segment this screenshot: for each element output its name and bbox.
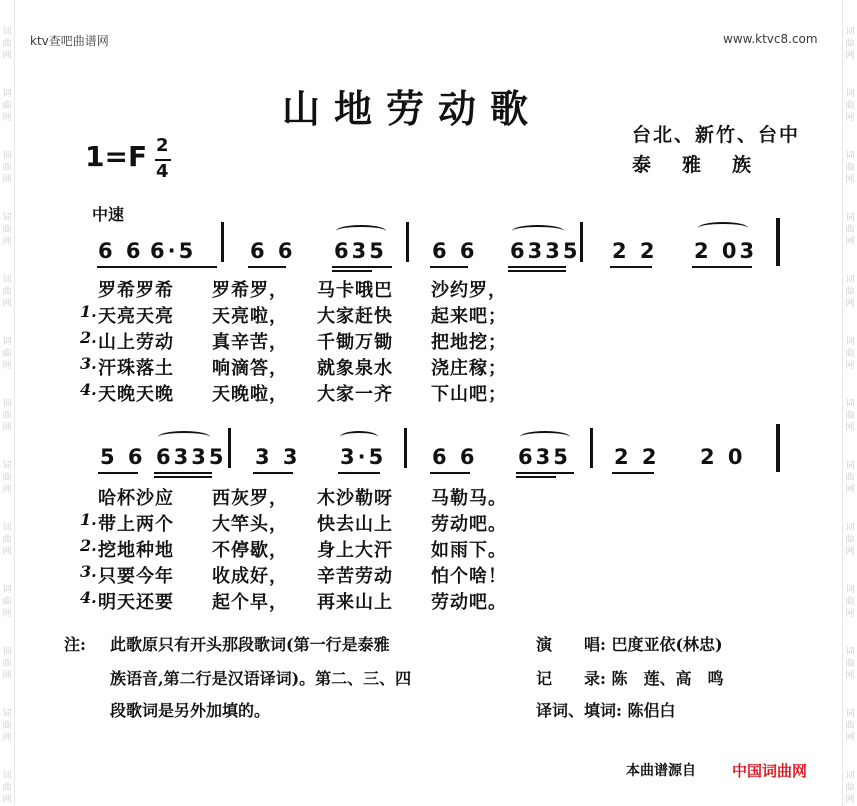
- watermark-char: 网: [2, 671, 12, 681]
- song-region: 台北、新竹、台中: [632, 124, 801, 146]
- note-group: 2 2: [614, 445, 660, 469]
- note-group: 6335: [510, 239, 581, 263]
- time-signature-top: 2: [156, 135, 169, 156]
- note-line: 族语音,第二行是汉语译词)。第二、三、四: [110, 669, 412, 688]
- eighth-underline: [430, 472, 470, 474]
- site-name-left: ktv查吧曲谱网: [30, 34, 109, 48]
- watermark-char: 曲: [2, 473, 12, 483]
- song-title: 山地劳动歌: [282, 86, 543, 131]
- watermark-char: 网: [845, 671, 855, 681]
- verse-number: 1.: [80, 302, 97, 321]
- lyric-line: 山上劳动 真辛苦， 千锄万锄 把地挖；: [98, 332, 507, 353]
- song-people: 泰 雅 族: [632, 154, 758, 176]
- watermark-char: 词: [2, 275, 12, 285]
- watermark-char: 曲: [2, 411, 12, 421]
- watermark-char: 网: [845, 547, 855, 557]
- watermark-char: 曲: [845, 659, 855, 669]
- bar-line: [406, 222, 409, 262]
- note-group: 6 6: [432, 239, 478, 263]
- sixteenth-underline: [332, 270, 372, 272]
- watermark-char: 网: [845, 237, 855, 247]
- watermark-char: 网: [845, 795, 855, 805]
- note-line: 此歌原只有开头那段歌词(第一行是泰雅: [110, 635, 390, 654]
- watermark-char: 网: [2, 547, 12, 557]
- watermark-char: 曲: [845, 349, 855, 359]
- bar-line: [404, 428, 407, 468]
- time-signature-bottom: 4: [156, 161, 169, 182]
- note-group: 635: [518, 445, 571, 469]
- watermark-char: 词: [2, 461, 12, 471]
- watermark-char: 网: [2, 423, 12, 433]
- watermark-char: 网: [2, 609, 12, 619]
- watermark-char: 网: [2, 113, 12, 123]
- bar-line: [221, 222, 224, 262]
- watermark-char: 网: [845, 423, 855, 433]
- watermark-char: 曲: [845, 721, 855, 731]
- note-group: 5 6: [100, 445, 146, 469]
- slur-arc: [340, 431, 378, 443]
- watermark-char: 曲: [2, 783, 12, 793]
- watermark-char: 曲: [845, 597, 855, 607]
- watermark-char: 词: [2, 89, 12, 99]
- watermark-char: 曲: [2, 163, 12, 173]
- eighth-underline: [430, 266, 468, 268]
- watermark-char: 词: [845, 399, 855, 409]
- watermark-char: 曲: [845, 473, 855, 483]
- watermark-char: 网: [845, 733, 855, 743]
- watermark-char: 词: [845, 647, 855, 657]
- watermark-char: 网: [845, 609, 855, 619]
- eighth-underline: [97, 266, 217, 268]
- slur-arc: [512, 225, 564, 237]
- slur-arc: [520, 431, 570, 443]
- watermark-char: 词: [2, 337, 12, 347]
- watermark-char: 曲: [845, 39, 855, 49]
- watermark-char: 词: [2, 585, 12, 595]
- lyric-line: 天亮天亮 天亮啦， 大家赶快 起来吧；: [98, 306, 507, 327]
- eighth-underline: [98, 472, 138, 474]
- note-group: 3 3: [255, 445, 301, 469]
- lyric-line: 只要今年 收成好， 辛苦劳动 怕个啥！: [98, 566, 507, 587]
- watermark-char: 词: [2, 647, 12, 657]
- lyric-line: 哈杯沙应 西灰罗， 木沙勒呀 马勒马。: [98, 488, 507, 509]
- site-url-right: www.ktvc8.com: [723, 32, 818, 46]
- watermark-char: 网: [845, 299, 855, 309]
- watermark-char: 词: [845, 27, 855, 37]
- watermark-char: 曲: [2, 535, 12, 545]
- sixteenth-underline: [154, 476, 212, 478]
- lyric-line: 罗希罗希 罗希罗， 马卡哦巴 沙约罗，: [98, 280, 507, 301]
- watermark-char: 网: [2, 733, 12, 743]
- watermark-char: 曲: [845, 287, 855, 297]
- eighth-underline: [516, 472, 574, 474]
- verse-number: 2.: [80, 328, 97, 347]
- watermark-char: 网: [845, 51, 855, 61]
- watermark-char: 网: [845, 113, 855, 123]
- note-group: 2 2: [612, 239, 658, 263]
- note-group: 2 03: [694, 239, 758, 263]
- eighth-underline: [332, 266, 392, 268]
- watermark-char: 曲: [2, 597, 12, 607]
- eighth-underline: [610, 266, 652, 268]
- watermark-char: 曲: [845, 101, 855, 111]
- watermark-char: 词: [845, 89, 855, 99]
- watermark-char: 词: [2, 27, 12, 37]
- watermark-char: 词: [845, 709, 855, 719]
- watermark-char: 曲: [845, 411, 855, 421]
- watermark-char: 网: [2, 51, 12, 61]
- note-group: 3·5: [340, 445, 387, 469]
- slur-arc: [158, 431, 210, 443]
- source-site-link[interactable]: 中国词曲网: [732, 762, 808, 780]
- credit-recorder: 记 录: 陈 莲、高 鸣: [536, 669, 724, 688]
- bar-line: [590, 428, 593, 468]
- watermark-char: 网: [845, 361, 855, 371]
- watermark-char: 词: [845, 585, 855, 595]
- watermark-strip-right: [842, 0, 857, 806]
- key-signature: 1=F: [85, 140, 148, 173]
- eighth-underline: [612, 472, 654, 474]
- watermark-char: 网: [2, 361, 12, 371]
- watermark-char: 曲: [2, 39, 12, 49]
- slur-arc: [336, 225, 386, 237]
- source-prefix: 本曲谱源自: [626, 763, 696, 779]
- credit-translator: 译词、填词: 陈侣白: [536, 701, 676, 720]
- eighth-underline: [338, 472, 380, 474]
- eighth-underline: [154, 472, 212, 474]
- sixteenth-underline: [516, 476, 556, 478]
- note-label: 注:: [64, 635, 86, 654]
- bar-line: [228, 428, 231, 468]
- bar-line-end: [776, 218, 780, 266]
- lyric-line: 挖地种地 不停歇， 身上大汗 如雨下。: [98, 540, 507, 561]
- watermark-char: 曲: [2, 101, 12, 111]
- watermark-char: 词: [845, 275, 855, 285]
- watermark-char: 词: [2, 399, 12, 409]
- watermark-char: 曲: [2, 225, 12, 235]
- watermark-char: 词: [845, 151, 855, 161]
- watermark-char: 网: [2, 237, 12, 247]
- watermark-char: 曲: [2, 349, 12, 359]
- watermark-char: 网: [845, 175, 855, 185]
- eighth-underline: [253, 472, 293, 474]
- eighth-underline: [692, 266, 752, 268]
- note-group: 6 6: [432, 445, 478, 469]
- verse-number: 4.: [80, 380, 97, 399]
- watermark-char: 曲: [2, 287, 12, 297]
- verse-number: 1.: [80, 510, 97, 529]
- watermark-char: 曲: [845, 163, 855, 173]
- note-group: 6335: [156, 445, 227, 469]
- note-group: 6 6: [98, 239, 144, 263]
- note-line: 段歌词是另外加填的。: [110, 701, 271, 720]
- note-group: 635: [334, 239, 387, 263]
- watermark-char: 网: [2, 175, 12, 185]
- bar-line-end: [776, 424, 780, 472]
- lyric-line: 汗珠落土 响滴答， 就象泉水 浇庄稼；: [98, 358, 507, 379]
- slur-arc: [698, 222, 748, 234]
- watermark-char: 网: [2, 485, 12, 495]
- lyric-line: 带上两个 大竿头， 快去山上 劳动吧。: [98, 514, 507, 535]
- watermark-char: 词: [2, 523, 12, 533]
- watermark-char: 网: [845, 485, 855, 495]
- watermark-char: 词: [2, 771, 12, 781]
- verse-number: 3.: [80, 562, 97, 581]
- eighth-underline: [248, 266, 286, 268]
- lyric-line: 天晚天晚 天晚啦， 大家一齐 下山吧；: [98, 384, 507, 405]
- watermark-char: 词: [2, 151, 12, 161]
- watermark-char: 曲: [845, 225, 855, 235]
- verse-number: 4.: [80, 588, 97, 607]
- watermark-char: 曲: [2, 659, 12, 669]
- watermark-char: 网: [2, 299, 12, 309]
- lyric-line: 明天还要 起个早， 再来山上 劳动吧。: [98, 592, 507, 613]
- watermark-char: 词: [845, 771, 855, 781]
- sixteenth-underline: [508, 270, 566, 272]
- watermark-strip-left: [0, 0, 15, 806]
- watermark-char: 词: [845, 213, 855, 223]
- watermark-char: 曲: [845, 535, 855, 545]
- note-group: 6·5: [150, 239, 197, 263]
- watermark-char: 曲: [2, 721, 12, 731]
- watermark-char: 词: [845, 337, 855, 347]
- tempo-mark: 中速: [92, 205, 125, 224]
- verse-number: 2.: [80, 536, 97, 555]
- watermark-char: 词: [2, 709, 12, 719]
- note-group: 6 6: [250, 239, 296, 263]
- watermark-char: 网: [2, 795, 12, 805]
- verse-number: 3.: [80, 354, 97, 373]
- watermark-char: 词: [845, 523, 855, 533]
- note-group: 2 0: [700, 445, 746, 469]
- watermark-char: 词: [2, 213, 12, 223]
- credit-performer: 演 唱: 巴度亚依(林忠): [536, 635, 723, 654]
- watermark-char: 曲: [845, 783, 855, 793]
- watermark-char: 词: [845, 461, 855, 471]
- eighth-underline: [508, 266, 566, 268]
